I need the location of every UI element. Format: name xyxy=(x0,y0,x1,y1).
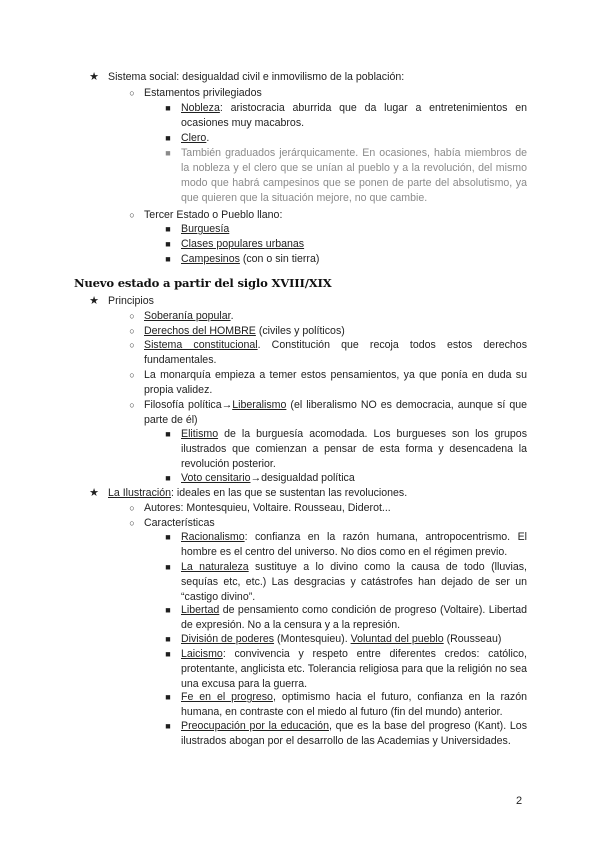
item-fe-progreso: Fe en el progreso, optimismo hacia el futuro, confianza en la razón humana, en contraste con el miedo al futuro (fin del mundo) anterior. xyxy=(181,691,527,718)
item-soberania: Soberanía popular. xyxy=(144,310,234,322)
square-bullet-icon: ■ xyxy=(165,649,171,659)
section-heading: Nuevo estado a partir del siglo XVIII/XIX xyxy=(74,276,332,290)
bullet-sistema-social: Sistema social: desigualdad civil e inmovilismo de la población: xyxy=(108,71,405,83)
square-bullet-icon: ■ xyxy=(165,148,171,158)
item-division-poderes: División de poderes (Montesquieu). Voluntad del pueblo (Rousseau) xyxy=(181,633,502,645)
circle-bullet-icon: ○ xyxy=(129,370,135,380)
term-nobleza: Nobleza xyxy=(181,102,220,114)
item-monarquia: La monarquía empieza a temer estos pensamientos, ya que ponía en duda su propia validez. xyxy=(144,369,527,396)
item-nobleza: Nobleza: aristocracia aburrida que da lugar a entretenimientos en ocasiones muy macabros. xyxy=(181,102,527,129)
item-sistema-constitucional: Sistema constitucional. Constitución que recoja todos estos derechos fundamentales. xyxy=(144,339,527,366)
bullet-tercer-estado: Tercer Estado o Pueblo llano: xyxy=(144,209,283,221)
circle-bullet-icon: ○ xyxy=(129,518,135,528)
square-bullet-icon: ■ xyxy=(165,634,171,644)
square-bullet-icon: ■ xyxy=(165,605,171,615)
square-bullet-icon: ■ xyxy=(165,103,171,113)
square-bullet-icon: ■ xyxy=(165,473,171,483)
item-racionalismo: Racionalismo: confianza en la razón humana, antropocentrismo. El hombre es el centro del universo. No dios como en el régimen previo. xyxy=(181,531,527,558)
square-bullet-icon: ■ xyxy=(165,254,171,264)
item-voto-censitario: Voto censitario→desigualdad política xyxy=(181,472,355,484)
star-bullet-icon: ★ xyxy=(89,71,99,83)
item-naturaleza: La naturaleza sustituye a lo divino como la causa de todo (lluvias, sequías etc, etc.) Las desgracias y catástrofes han dejado de ser un “castigo divino”. xyxy=(181,561,527,603)
item-laicismo: Laicismo: convivencia y respeto entre diferentes credos: católico, protentante, anglicista etc. Tolerancia religiosa para que la religión no sea una excusa para la guerra. xyxy=(181,648,527,690)
circle-bullet-icon: ○ xyxy=(129,400,135,410)
circle-bullet-icon: ○ xyxy=(129,88,135,98)
item-libertad: Libertad de pensamiento como condición de progreso (Voltaire). Libertad de expresión. No a la censura y a la represión. xyxy=(181,604,527,631)
star-bullet-icon: ★ xyxy=(89,295,99,307)
item-clases-populares: Clases populares urbanas xyxy=(181,238,305,250)
square-bullet-icon: ■ xyxy=(165,562,171,572)
item-graduados: También graduados jerárquicamente. En ocasiones, había miembros de la nobleza y el clero que se unían al pueblo y a la revolución, del mismo modo que habrá campesinos que se ponen de parte del absolutismo, ya que quieren que la situación mejore, no que cambie. xyxy=(181,147,527,204)
item-filosofia: Filosofía política→Liberalismo (el liberalismo NO es democracia, aunque sí que parte de él) xyxy=(144,399,527,426)
item-derechos: Derechos del HOMBRE (civiles y políticos) xyxy=(144,325,345,337)
bullet-principios: Principios xyxy=(108,295,154,307)
item-autores: Autores: Montesquieu, Voltaire. Rousseau, Diderot... xyxy=(144,502,391,514)
item-campesinos: Campesinos (con o sin tierra) xyxy=(181,253,320,265)
circle-bullet-icon: ○ xyxy=(129,340,135,350)
square-bullet-icon: ■ xyxy=(165,133,171,143)
square-bullet-icon: ■ xyxy=(165,532,171,542)
bullet-estamentos: Estamentos privilegiados xyxy=(144,87,262,99)
item-educacion: Preocupación por la educación, que es la base del progreso (Kant). Los ilustrados abogan por el desarrollo de las Academias y Universidades. xyxy=(181,720,527,747)
circle-bullet-icon: ○ xyxy=(129,311,135,321)
circle-bullet-icon: ○ xyxy=(129,503,135,513)
item-clero: Clero. xyxy=(181,132,210,144)
item-burguesia: Burguesía xyxy=(181,223,230,235)
term-clero: Clero xyxy=(181,132,207,144)
square-bullet-icon: ■ xyxy=(165,692,171,702)
star-bullet-icon: ★ xyxy=(89,487,99,499)
square-bullet-icon: ■ xyxy=(165,224,171,234)
square-bullet-icon: ■ xyxy=(165,429,171,439)
item-elitismo: Elitismo de la burguesía acomodada. Los burgueses son los grupos ilustrados que comienzan a pensar de esta forma y desencadena la revolución posterior. xyxy=(181,428,527,470)
page-number: 2 xyxy=(516,795,523,807)
bullet-ilustracion: La Ilustración: ideales en las que se sustentan las revoluciones. xyxy=(108,487,408,499)
square-bullet-icon: ■ xyxy=(165,239,171,249)
item-caracteristicas: Características xyxy=(144,517,215,529)
circle-bullet-icon: ○ xyxy=(129,326,135,336)
square-bullet-icon: ■ xyxy=(165,721,171,731)
circle-bullet-icon: ○ xyxy=(129,210,135,220)
